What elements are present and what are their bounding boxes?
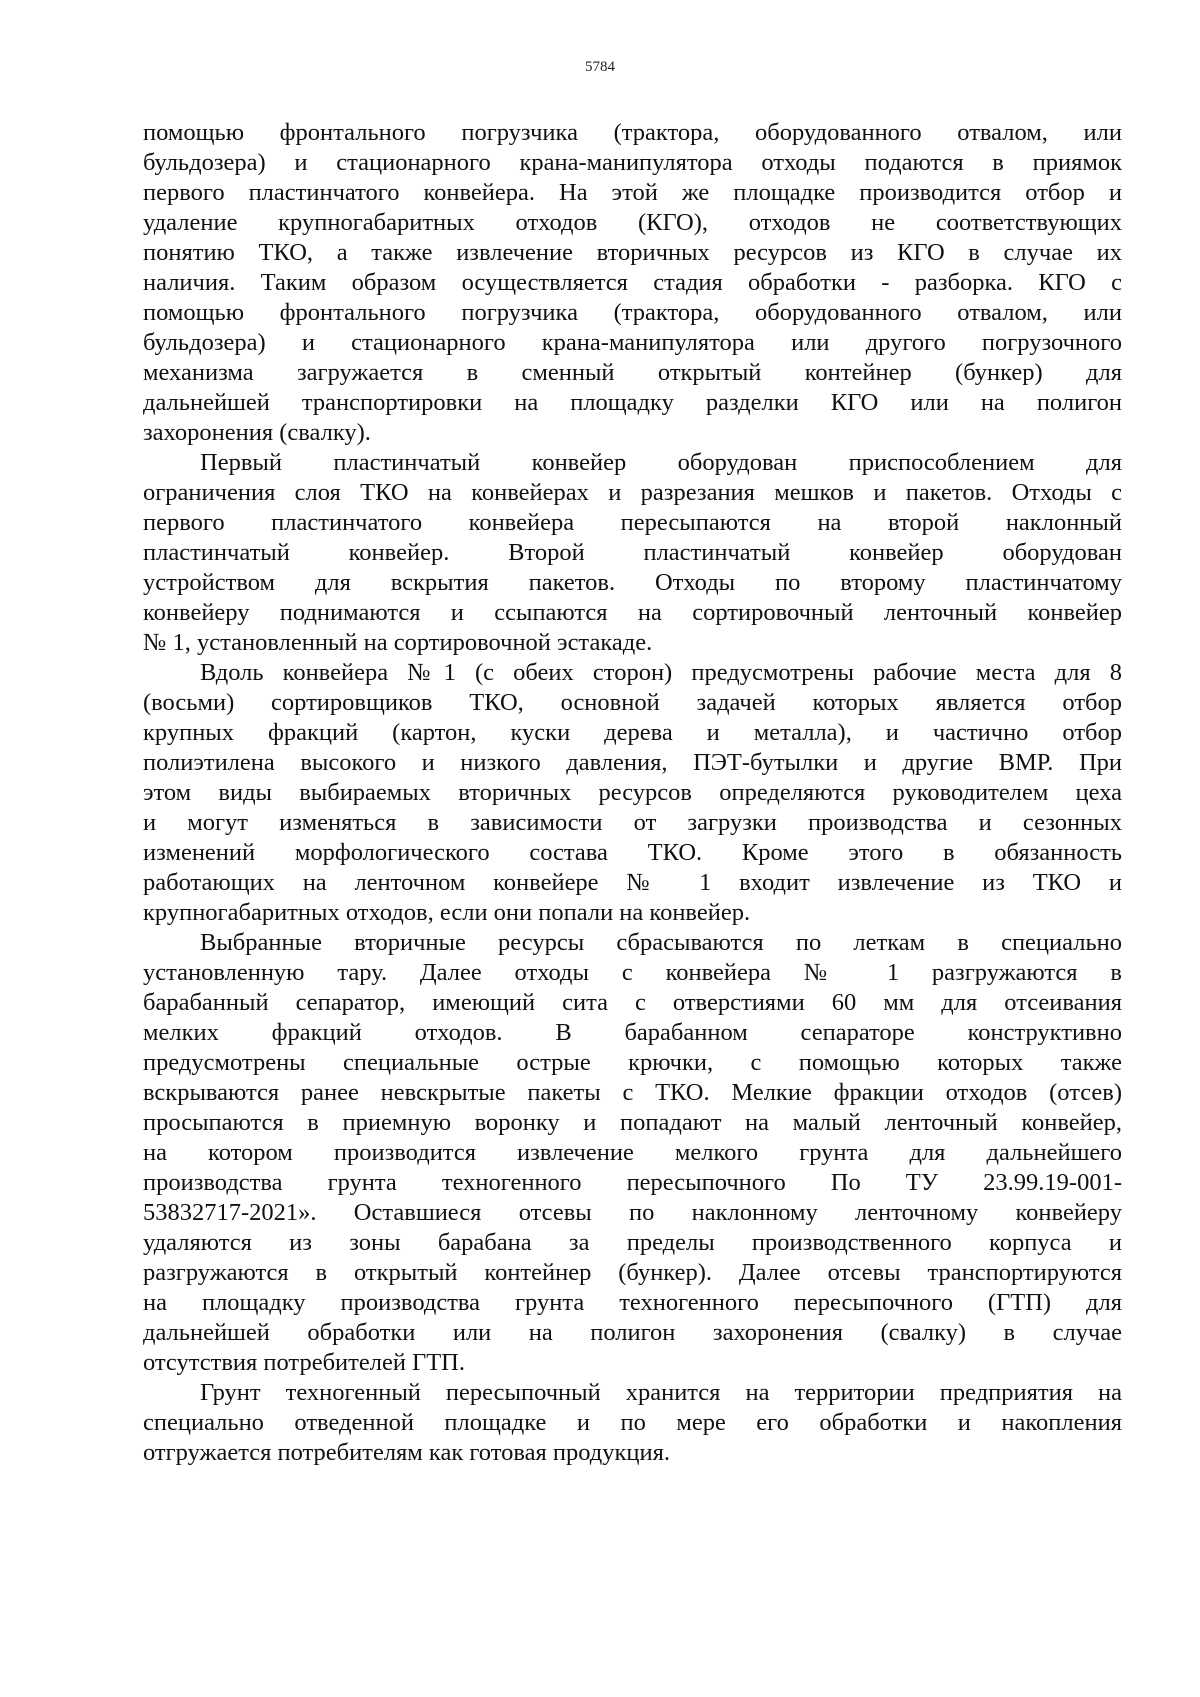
text-line: дальнейшей транспортировки на площадку разделки КГО или на полигон <box>143 389 1122 416</box>
paragraph <box>143 928 1122 1378</box>
text-line: барабанный сепаратор, имеющий сита с отверстиями 60 мм для отсеивания <box>143 989 1122 1016</box>
text-line: 53832717-2021». Оставшиеся отсевы по наклонному ленточному конвейеру <box>143 1199 1122 1226</box>
text-line: полиэтилена высокого и низкого давления, ПЭТ-бутылки и другие ВМР. При <box>143 749 1122 776</box>
text-line: (восьми) сортировщиков ТКО, основной задачей которых является отбор <box>143 689 1122 716</box>
text-line: пластинчатый конвейер. Второй пластинчатый конвейер оборудован <box>143 539 1122 566</box>
text-line: специально отведенной площадке и по мере его обработки и накопления <box>143 1409 1122 1436</box>
text-line: помощью фронтального погрузчика (трактора, оборудованного отвалом, или <box>143 119 1122 146</box>
paragraph <box>143 658 1122 928</box>
text-line: и могут изменяться в зависимости от загрузки производства и сезонных <box>143 809 1122 836</box>
text-line: крупногабаритных отходов, если они попали на конвейер. <box>143 899 751 926</box>
text-line: захоронения (свалку). <box>143 419 371 446</box>
paragraph <box>143 118 1122 448</box>
text-line: изменений морфологического состава ТКО. Кроме этого в обязанность <box>143 839 1122 866</box>
text-line: производства грунта техногенного пересыпочного По ТУ 23.99.19-001- <box>143 1169 1122 1196</box>
text-line: первого пластинчатого конвейера. На этой же площадке производится отбор и <box>143 179 1122 206</box>
document-body <box>143 118 1122 1468</box>
text-line: удаляются из зоны барабана за пределы производственного корпуса и <box>143 1229 1122 1256</box>
text-line: бульдозера) и стационарного крана-манипулятора или другого погрузочного <box>143 329 1122 356</box>
text-line: бульдозера) и стационарного крана-манипулятора отходы подаются в приямок <box>143 149 1122 176</box>
text-line: Выбранные вторичные ресурсы сбрасываются по леткам в специально <box>200 929 1122 956</box>
text-line: работающих на ленточном конвейере № 1 входит извлечение из ТКО и <box>143 869 1122 896</box>
text-line: предусмотрены специальные острые крючки, с помощью которых также <box>143 1049 1122 1076</box>
text-line: просыпаются в приемную воронку и попадают на малый ленточный конвейер, <box>143 1109 1122 1136</box>
text-line: установленную тару. Далее отходы с конвейера № 1 разгружаются в <box>143 959 1122 986</box>
text-line: Вдоль конвейера №1 (с обеих сторон) предусмотрены рабочие места для 8 <box>200 659 1122 686</box>
paragraph <box>143 448 1122 658</box>
text-line: помощью фронтального погрузчика (трактора, оборудованного отвалом, или <box>143 299 1122 326</box>
text-line: Первый пластинчатый конвейер оборудован приспособлением для <box>200 449 1122 476</box>
text-line: ограничения слоя ТКО на конвейерах и разрезания мешков и пакетов. Отходы с <box>143 479 1122 506</box>
text-line: вскрываются ранее невскрытые пакеты с ТКО. Мелкие фракции отходов (отсев) <box>143 1079 1122 1106</box>
text-line: этом виды выбираемых вторичных ресурсов определяются руководителем цеха <box>143 779 1122 806</box>
text-line: на котором производится извлечение мелкого грунта для дальнейшего <box>143 1139 1122 1166</box>
text-line: удаление крупногабаритных отходов (КГО), отходов не соответствующих <box>143 209 1122 236</box>
page-number: 5784 <box>585 59 615 75</box>
paragraph <box>143 1378 1122 1468</box>
text-line: конвейеру поднимаются и ссыпаются на сортировочный ленточный конвейер <box>143 599 1122 626</box>
text-line: Грунт техногенный пересыпочный хранится на территории предприятия на <box>200 1379 1122 1406</box>
text-line: устройством для вскрытия пакетов. Отходы по второму пластинчатому <box>143 569 1122 596</box>
text-line: наличия. Таким образом осуществляется стадия обработки - разборка. КГО с <box>143 269 1122 296</box>
text-line: разгружаются в открытый контейнер (бункер). Далее отсевы транспортируются <box>143 1259 1122 1286</box>
text-line: № 1, установленный на сортировочной эстакаде. <box>143 629 653 656</box>
text-line: крупных фракций (картон, куски дерева и металла), и частично отбор <box>143 719 1122 746</box>
text-line: отгружается потребителям как готовая продукция. <box>143 1439 671 1466</box>
text-line: на площадку производства грунта техногенного пересыпочного (ГТП) для <box>143 1289 1122 1316</box>
text-line: первого пластинчатого конвейера пересыпаются на второй наклонный <box>143 509 1122 536</box>
text-line: отсутствия потребителей ГТП. <box>143 1349 466 1376</box>
text-line: понятию ТКО, а также извлечение вторичных ресурсов из КГО в случае их <box>143 239 1122 266</box>
text-line: механизма загружается в сменный открытый контейнер (бункер) для <box>143 359 1122 386</box>
text-line: мелких фракций отходов. В барабанном сепараторе конструктивно <box>143 1019 1122 1046</box>
text-line: дальнейшей обработки или на полигон захоронения (свалку) в случае <box>143 1319 1122 1346</box>
